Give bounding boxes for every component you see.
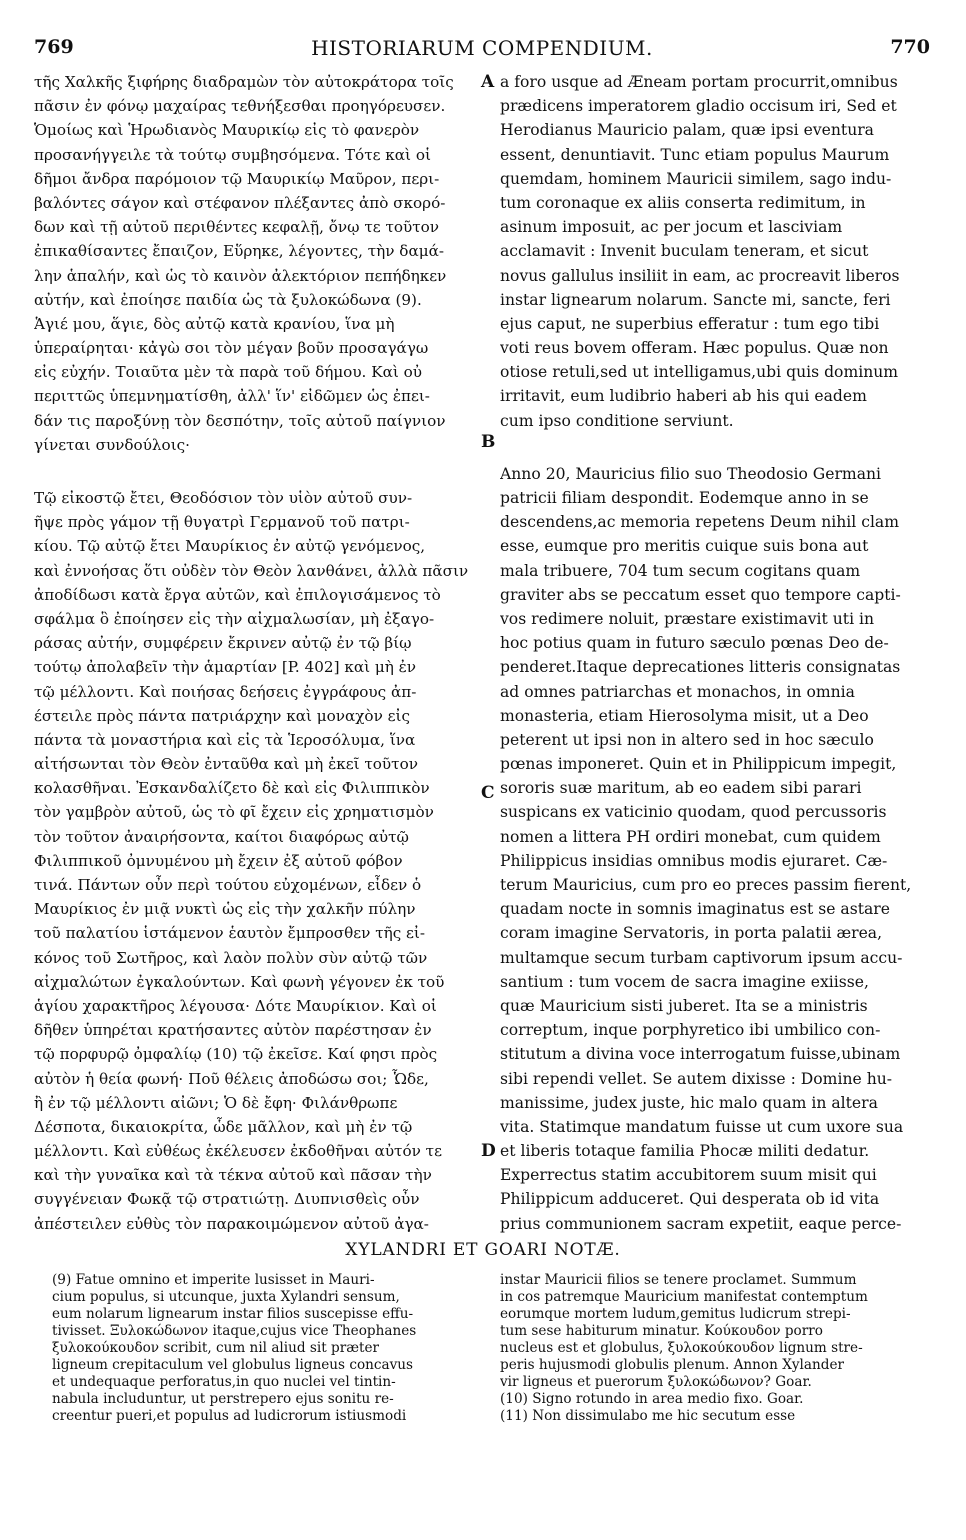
latin-text-line: prædicens imperatorem gladio occisum iri, Sed et xyxy=(500,97,897,116)
greek-text-line: δάν τις παροξύνῃ τὸν δεσπότην, τοῖς αὐτοῦ παίγνιον xyxy=(34,411,446,430)
latin-text-line: instar lignearum nolarum. Sancte mi, sancte, feri xyxy=(500,290,891,309)
note-line: tivisset. Ξυλοκώδωνον itaque,cujus vice Theophanes xyxy=(52,1323,417,1339)
latin-text-line: quadam nocte in somnis imaginatus est se astare xyxy=(500,900,890,919)
greek-paragraph-1 xyxy=(34,70,480,457)
latin-text-line: novus gallulus insiliit in eam, ac procreavit liberos xyxy=(500,266,900,285)
latin-text-line: mala tribuere, 704 tum secum cogitans quam xyxy=(500,561,861,580)
greek-text-line: τῷ πορφυρῷ ὀμφαλίῳ (10) τῷ ἐκεῖσε. Καί φησι πρὸς xyxy=(34,1045,438,1064)
greek-text-line: καὶ τὴν γυναῖκα καὶ τὰ τέκνα αὐτοῦ καὶ πᾶσαν τὴν xyxy=(34,1166,432,1185)
latin-text-line: monasteria, etiam Hierosolyma misit, ut a Deo xyxy=(500,706,869,725)
greek-text-line: ράσας αὐτήν, συμφέρειν ἔκρινεν αὐτῷ ἐν τῷ βίῳ xyxy=(34,634,412,653)
latin-text-line: cum ipso conditione serviunt. xyxy=(500,411,734,430)
greek-text-line xyxy=(34,1236,480,1238)
margin-marker-c: C xyxy=(481,783,495,803)
latin-text-line: esse, eumque pro meritis cuique suis bona aut xyxy=(500,537,869,556)
greek-text-line: πᾶσιν ἐν φόνῳ μαχαίρας τεθνήξεσθαι προηγόρευσεν. xyxy=(34,97,446,116)
greek-text-line: κίου. Τῷ αὐτῷ ἔτει Μαυρίκιος ἐν αὐτῷ γενόμενος, xyxy=(34,537,426,556)
note-line: et undequaque perforatus,in quo nuclei vel tintin- xyxy=(52,1374,396,1390)
greek-text-line: Τῷ εἰκοστῷ ἔτει, Θεοδόσιον τὸν υἱὸν αὐτοῦ συν- xyxy=(34,489,413,507)
latin-text-line: sibi rependi vellet. Se autem dixisse : Domine hu- xyxy=(500,1069,893,1088)
note-line: in cos patremque Mauricium manifestat contemptum xyxy=(500,1289,868,1305)
greek-text-line: γίνεται συνδούλοις· xyxy=(34,435,190,454)
greek-text-line: τοῦ παλατίου ἱστάμενον ἑαυτὸν ἔμπροσθεν τῆς εἰ- xyxy=(34,924,425,943)
greek-text-line: τῆς Χαλκῆς ξιφήρης διαδραμὼν τὸν αὐτοκράτορα τοῖς xyxy=(34,73,454,91)
notes-right-column xyxy=(500,1272,934,1425)
greek-text-line: προσανήγγειλε τὰ τούτῳ συμβησόμενα. Τότε καὶ οἱ xyxy=(34,145,431,164)
latin-paragraph-1 xyxy=(500,70,934,433)
greek-text-line: περιττῶς ὑπεμνηματίσθη, ἀλλ' ἵν' εἰδῶμεν ὡς ἐπει- xyxy=(34,387,430,406)
greek-text-line: κόνος τοῦ Σωτῆρος, καὶ λαὸν πολὺν σὺν αὐτῷ τῶν xyxy=(34,948,428,967)
latin-text-line: Anno 20, Mauricius filio suo Theodosio Germani xyxy=(500,464,882,483)
note-line: creentur pueri,et populus ad ludicrorum istiusmodi xyxy=(52,1408,407,1424)
greek-text-line: Ἁγιέ μου, ἅγιε, δὸς αὐτῷ κατὰ κρανίου, ἵνα μὴ xyxy=(34,314,395,333)
latin-text-line: Experrectus statim accubitorem suum misit qui xyxy=(500,1166,877,1185)
margin-marker-b: B xyxy=(481,432,496,452)
margin-marker-a: A xyxy=(481,72,495,92)
greek-text-line: εἰς εὐχήν. Τοιαῦτα μὲν τὰ παρὰ τοῦ δήμου. Καὶ οὐ xyxy=(34,363,422,382)
greek-text-line: τὸν τοῦτον ἀναιρήσοντα, καίτοι διαφόρως αὐτῷ xyxy=(34,827,409,846)
latin-text-line: coram imagine Servatoris, in porta palatii ærea, xyxy=(500,924,883,943)
latin-paragraph-2 xyxy=(500,462,934,1238)
greek-text-line: βαλόντες σάγον καὶ στέφανον πλέξαντες ἀπὸ σκορό- xyxy=(34,193,446,212)
note-line: (10) Signo rotundo in area medio fixo. Goar. xyxy=(500,1391,804,1407)
greek-text-line: αἰτήσωνται τὸν Θεὸν ἐνταῦθα καὶ μὴ ἐκεῖ τοῦτον xyxy=(34,755,418,774)
greek-text-line: αἰχμαλώτων ἐγκαλούντων. Καὶ φωνὴ γέγονεν ἐκ τοῦ xyxy=(34,972,445,991)
greek-text-line: ἢ ἐν τῷ μέλλοντι αἰῶνι; Ὁ δὲ ἔφη· Φιλάνθρωπε xyxy=(34,1093,398,1112)
greek-text-line: λην ἁπαλήν, καὶ ὡς τὸ καινὸν ἀλεκτόριον πεπήδηκεν xyxy=(34,266,447,285)
greek-text-line: Ὁμοίως καὶ Ἡρωδιανὸς Μαυρικίῳ εἰς τὸ φανερὸν xyxy=(34,121,420,140)
latin-text-line: correptum, inque porphyretico ibi umbilico con- xyxy=(500,1021,881,1040)
note-line: vir ligneus et puerorum ξυλοκώδωνον? Goar. xyxy=(500,1374,812,1390)
greek-text-column xyxy=(34,70,480,1238)
latin-text-line: stitutum a divina voce interrogatum fuisse,ubinam xyxy=(500,1045,901,1064)
latin-text-line: ad omnes patriarchas et monachos, in omnia xyxy=(500,682,855,701)
latin-text-line: terum Mauricius, cum pro eo preces passim fierent, xyxy=(500,876,912,894)
note-line: tum sese habiturum minatur. Κούκουδον porro xyxy=(500,1323,823,1339)
note-line: peris hujusmodi globulis plenum. Annon Xylander xyxy=(500,1357,845,1373)
greek-text-line: ἀπέστειλεν εὐθὺς τὸν παρακοιμώμενον αὐτοῦ ἀγα- xyxy=(34,1214,429,1233)
note-line: ξυλοκούκουδον scribit, cum nil aliud sit præter xyxy=(52,1340,380,1356)
greek-text-line: τούτῳ ἀπολαβεῖν τὴν ἁμαρτίαν [P. 402] καὶ μὴ ἐν xyxy=(34,658,417,677)
greek-text-line: έστειλε πρὸς πάντα πατριάρχην καὶ μοναχὸν εἰς xyxy=(34,706,410,725)
latin-text-line: Philippicum adduceret. Qui desperata ob id vita xyxy=(500,1190,880,1209)
latin-text-line: ejus caput, ne superbius efferatur : tum ego tibi xyxy=(500,314,880,333)
latin-text-line: penderet.Itaque deprecationes litteris consignatas xyxy=(500,658,901,677)
greek-text-line: ἁγίου χαρακτῆρος λέγουσα· Δότε Μαυρίκιον. Καὶ οἱ xyxy=(34,996,437,1015)
greek-text-line: κολασθῆναι. Ἐσκανδαλίζετο δὲ καὶ εἰς Φιλιππικὸν xyxy=(34,779,430,798)
note-line: instar Mauricii filios se tenere proclamet. Summum xyxy=(500,1272,857,1288)
notes-left-column xyxy=(52,1272,482,1425)
latin-text-line: descendens,ac memoria repetens Deum nihil clam xyxy=(500,513,900,532)
latin-text-line: asinum imposuit, ac per jocum et lasciviam xyxy=(500,218,843,237)
latin-text-line: nomen a littera PH ordiri monebat, cum quidem xyxy=(500,827,881,846)
latin-text-line: otiose retuli,sed ut intelligamus,ubi quis dominum xyxy=(500,363,899,382)
latin-text-line: tum coronaque ex aliis conserta redimitum, in xyxy=(500,193,866,212)
greek-text-line: αὐτήν, καὶ ἐποίησε παιδία ὡς τὰ ξυλοκώδωνα (9). xyxy=(34,290,422,309)
greek-text-line: ἀποδίδωσι κατὰ ἔργα αὐτῶν, καὶ ἐπιλογισάμενος τὸ xyxy=(34,585,441,604)
notes-heading: XYLANDRI ET GOARI NOTÆ. xyxy=(345,1240,621,1260)
greek-text-line: αὐτὸν ἡ θεία φωνή· Ποῦ θέλεις ἀποδώσω σοι; Ὧδε, xyxy=(34,1069,429,1088)
page-header xyxy=(34,36,930,66)
latin-text-line: pœnas imponeret. Quin et in Philippicum impegit, xyxy=(500,755,897,774)
greek-paragraph-2 xyxy=(34,486,480,1238)
note-line: ligneum crepitaculum vel globulus ligneus concavus xyxy=(52,1357,414,1373)
greek-text-line: δῆμοι ἄνδρα παρόμοιον τῷ Μαυρικίῳ Μαῦρον, περι- xyxy=(34,169,440,188)
latin-text-line: santium : tum vocem de sacra imagine exiisse, xyxy=(500,972,869,991)
greek-text-line: ἐπικαθίσαντες ἔπαιζον, Εὕρηκε, λέγοντες, τὴν δαμά- xyxy=(34,242,444,261)
latin-text-line: manissime, judex juste, hic malo quam in altera xyxy=(500,1093,878,1112)
note-line: (11) Non dissimulabo me hic secutum esse xyxy=(500,1408,796,1424)
note-line: eum nolarum lignearum instar filios suscepisse effu- xyxy=(52,1306,414,1322)
greek-text-line: δων καὶ τῇ αὐτοῦ περιθέντες κεφαλῇ, ὄνῳ τε τοῦτον xyxy=(34,218,439,237)
margin-marker-d: D xyxy=(481,1141,496,1161)
page-number-left: 769 xyxy=(34,36,74,58)
page-number-right: 770 xyxy=(890,36,930,58)
latin-text-line: et liberis totaque familia Phocæ militi dedatur. xyxy=(500,1142,870,1161)
latin-text-line: essent, denuntiavit. Tunc etiam populus Maurum xyxy=(500,145,890,164)
greek-text-line: τῷ μέλλοντι. Καὶ ποιήσας δεήσεις ἐγγράφους ἀπ- xyxy=(34,682,417,701)
latin-text-line xyxy=(500,1236,934,1238)
greek-text-line: Δέσποτα, δικαιοκρίτα, ὧδε μᾶλλον, καὶ μὴ ἐν τῷ xyxy=(34,1117,413,1136)
note-line: cium populus, si utcunque, juxta Xylandri sensum, xyxy=(52,1289,400,1305)
latin-text-line: suspicans ex vaticinio quodam, quod percussoris xyxy=(500,803,887,822)
latin-text-line: hoc potius quam in futuro sæculo pœnas Deo de- xyxy=(500,634,889,653)
latin-text-line: quæ Mauricium sisti juberet. Ita se a ministris xyxy=(500,996,868,1015)
note-line: nucleus est et globulus, ξυλοκούκουδον lignum stre- xyxy=(500,1340,863,1356)
latin-text-line: prius communionem sacram expetiit, eaque perce- xyxy=(500,1214,902,1233)
greek-text-line: τὸν γαμβρὸν αὐτοῦ, ὡς τὸ φῖ ἔχειν εἰς χρηματισμὸν xyxy=(34,803,434,822)
note-line: eorumque mortem ludum,gemitus ludicrum strepi- xyxy=(500,1306,851,1322)
greek-text-line: μέλλοντι. Καὶ εὐθέως ἐκέλευσεν ἐκδοθῆναι αὐτόν τε xyxy=(34,1142,442,1161)
latin-text-line: quemdam, hominem Mauricii similem, sago indu- xyxy=(500,169,892,188)
greek-text-line: δῆθεν ὑπηρέται κρατήσαντες αὐτὸν παρέστησαν ἐν xyxy=(34,1021,432,1040)
latin-text-line: Herodianus Mauricio palam, quæ ipsi eventura xyxy=(500,121,874,140)
greek-text-line: ῆψε πρὸς γάμον τῇ θυγατρὶ Γερμανοῦ τοῦ πατρι- xyxy=(34,513,410,532)
latin-text-line: patricii filiam despondit. Eodemque anno in se xyxy=(500,489,869,507)
latin-text-line: multamque secum turbam captivorum ipsum accu- xyxy=(500,948,903,967)
latin-text-line: vos redimere noluit, præstare existimavit uti in xyxy=(500,609,875,628)
note-line: nabula includuntur, ut perstrepero ejus sonitu re- xyxy=(52,1391,394,1407)
latin-text-line: graviter abs se peccatum esset quo tempore capti- xyxy=(500,585,901,604)
latin-text-line: vita. Statimque mandatum fuisse ut cum uxore sua xyxy=(500,1117,904,1136)
latin-text-line: sororis suæ maritum, ab eo eadem sibi parari xyxy=(500,779,862,798)
latin-text-line: irritavit, eum ludibrio haberi ab his qui eadem xyxy=(500,387,867,406)
greek-text-line: καὶ ἐννοήσας ὅτι οὐδὲν τὸν Θεὸν λανθάνει, ἀλλὰ πᾶσιν xyxy=(34,561,469,580)
greek-text-line: σφάλμα ὃ ἐποίησεν εἰς τὴν αἰχμαλωσίαν, μὴ ἐξαγο- xyxy=(34,609,435,628)
running-title: HISTORIARUM COMPENDIUM. xyxy=(311,36,653,60)
greek-text-line: συγγένειαν Φωκᾷ τῷ στρατιώτῃ. Διυπνισθεὶς οὖν xyxy=(34,1190,420,1209)
latin-text-line: a foro usque ad Æneam portam procurrit,omnibus xyxy=(500,73,898,91)
greek-text-line: Μαυρίκιος ἐν μιᾷ νυκτὶ ὡς εἰς τὴν χαλκῆν πύλην xyxy=(34,900,416,919)
latin-text-line: voti reus bovem offeram. Hæc populus. Quæ non xyxy=(500,339,889,358)
greek-text-line: τινά. Πάντων οὖν περὶ τούτου εὐχομένων, εἶδεν ὁ xyxy=(34,876,422,894)
greek-text-line: ὑπεραίρηται· κἀγὼ σοι τὸν μέγαν βοῦν προσαγάγω xyxy=(34,339,429,358)
latin-text-line: Philippicus insidias omnibus modis ejuraret. Cæ- xyxy=(500,851,888,870)
latin-text-column xyxy=(500,70,934,1238)
latin-text-line: peterent ut ipsi non in altero sed in hoc sæculo xyxy=(500,730,874,749)
latin-text-line: acclamavit : Invenit buculam teneram, et sicut xyxy=(500,242,869,261)
greek-text-line: πάντα τὰ μοναστήρια καὶ εἰς τὰ Ἱεροσόλυμα, ἵνα xyxy=(34,730,416,749)
greek-text-line: Φιλιππικοῦ ὀμνυμένου μὴ ἔχειν ἐξ αὐτοῦ φόβον xyxy=(34,851,403,870)
note-line: (9) Fatue omnino et imperite lusisset in Mauri- xyxy=(52,1272,375,1288)
